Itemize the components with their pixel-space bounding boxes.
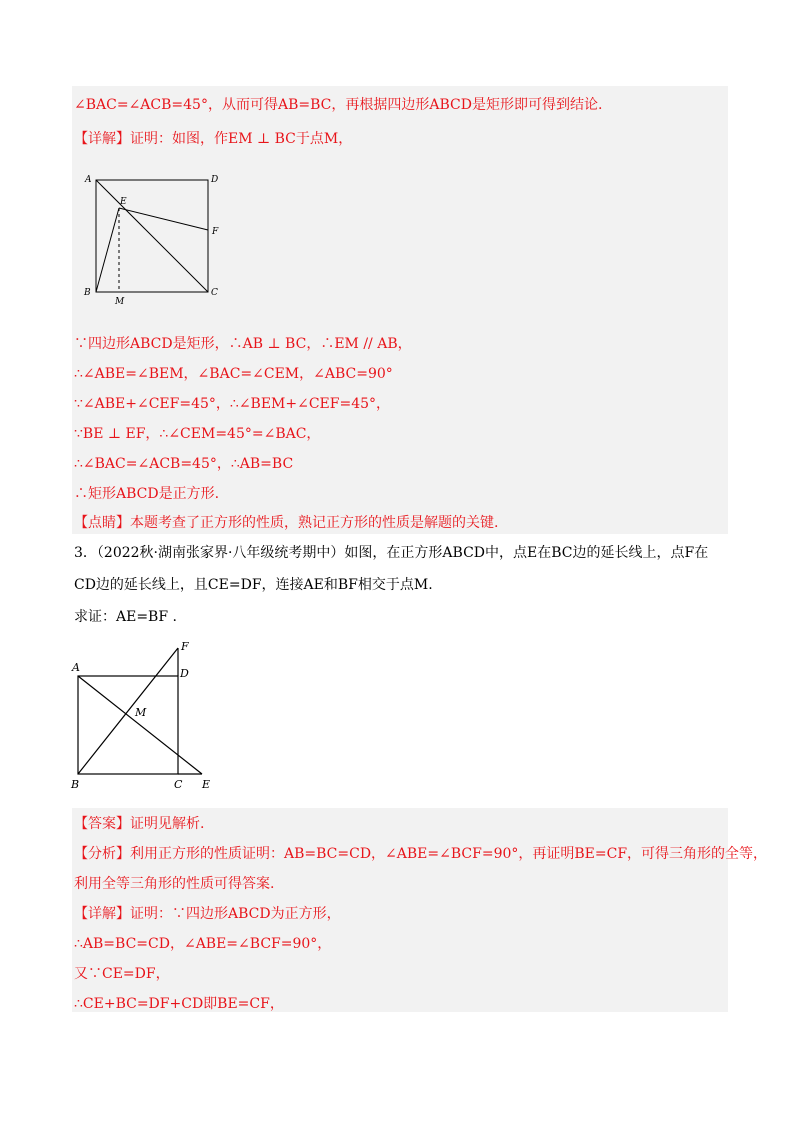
question-3-line-1: 3．（2022秋·湖南张家界·八年级统考期中）如图，在正方形ABCD中，点E在BC边的延长线上，点F在 (74, 545, 709, 561)
detail-line-1: 【详解】证明：∵四边形ABCD为正方形， (74, 906, 341, 922)
fig1-label-e: E (120, 197, 127, 207)
fig2-label-b: B (71, 778, 80, 791)
proof-line-1: ∵四边形ABCD是矩形，∴AB ⊥ BC，∴EM // AB， (74, 336, 412, 352)
detail-line-4: ∴CE+BC=DF+CD即BE=CF， (74, 996, 284, 1012)
detail-line-3: 又∵CE=DF， (74, 966, 170, 982)
fig2-label-f: F (181, 640, 189, 653)
fig1-label-f: F (212, 227, 219, 237)
analysis-line-2: 利用全等三角形的性质可得答案. (74, 876, 275, 892)
fig2-label-c: C (174, 778, 183, 791)
proof-line-3: ∵∠ABE+∠CEF=45°，∴∠BEM+∠CEF=45°， (74, 396, 391, 412)
figure-square-abcd (66, 636, 226, 796)
answer-line: 【答案】证明见解析. (74, 816, 205, 832)
proof-line-4: ∵BE ⊥ EF，∴∠CEM=45°=∠BAC， (74, 426, 321, 442)
fig1-label-d: D (211, 175, 219, 185)
comment-line: 【点睛】本题考查了正方形的性质，熟记正方形的性质是解题的关键. (74, 515, 499, 531)
analysis-line-1: 【分析】利用正方形的性质证明：AB=BC=CD，∠ABE=∠BCF=90°，再证明BE=CF，可得三角形的全等， (74, 846, 768, 862)
figure-rectangle-abcd (74, 168, 234, 308)
fig1-label-m: M (115, 297, 125, 307)
fig2-label-d: D (180, 667, 189, 680)
question-3-line-2: CD边的延长线上，且CE=DF，连接AE和BF相交于点M. (74, 577, 433, 593)
analysis-continuation: ∠BAC=∠ACB=45°，从而可得AB=BC，再根据四边形ABCD是矩形即可得到结论. (74, 97, 603, 113)
fig1-label-b: B (84, 288, 91, 298)
proof-line-6: ∴矩形ABCD是正方形. (74, 486, 220, 502)
detail-line-2: ∴AB=BC=CD，∠ABE=∠BCF=90°， (74, 936, 332, 952)
fig1-label-c: C (211, 288, 218, 298)
proof-intro: 【详解】证明：如图，作EM ⊥ BC于点M， (74, 131, 353, 147)
fig2-label-m: M (135, 706, 147, 719)
fig1-label-a: A (85, 175, 92, 185)
fig2-label-a: A (72, 661, 80, 674)
fig2-label-e: E (202, 778, 211, 791)
question-3-line-3: 求证：AE=BF . (74, 609, 177, 625)
proof-line-5: ∴∠BAC=∠ACB=45°，∴AB=BC (74, 456, 294, 472)
proof-line-2: ∴∠ABE=∠BEM，∠BAC=∠CEM，∠ABC=90° (74, 366, 393, 382)
